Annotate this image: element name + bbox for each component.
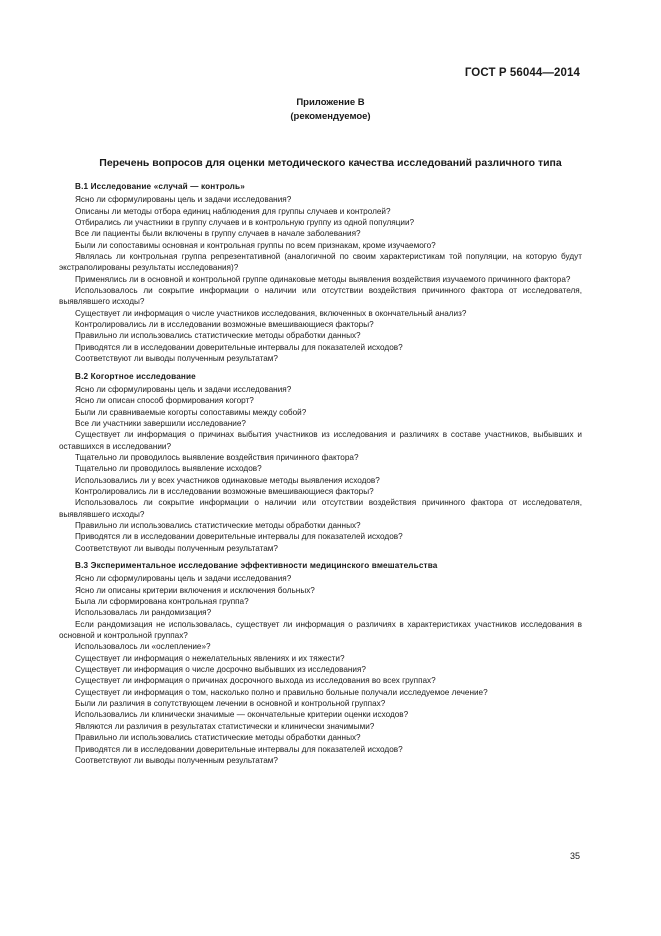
question-item: Ясно ли описан способ формирования когорт? xyxy=(75,396,254,406)
question-item: Применялись ли в основной и контрольной группе одинаковые методы выявления воздействия изучаемого причинного фактора? xyxy=(75,274,571,284)
question-item: Ясно ли сформулированы цель и задачи исследования? xyxy=(75,384,292,394)
question-item: Отбирались ли участники в группу случаев и в контрольную группу из одной популяции? xyxy=(75,218,415,228)
question-item: Использовалась ли рандомизация? xyxy=(75,608,212,618)
question-item: Соответствуют ли выводы полученным результатам? xyxy=(75,354,278,364)
section-title: В.3 Экспериментальное исследование эффективности медицинского вмешательства xyxy=(75,561,438,570)
question-item: Существует ли информация о причинах досрочного выхода из исследования во всех группах? xyxy=(75,676,436,686)
question-item: Использовалось ли «ослепление»? xyxy=(75,642,211,652)
question-item: Была ли сформирована контрольная группа? xyxy=(75,597,249,607)
question-item: Правильно ли использовались статистические методы обработки данных? xyxy=(75,733,361,743)
question-item: Существует ли информация о числе досрочно выбывших из исследования? xyxy=(75,665,366,675)
question-item: Ясно ли описаны критерии включения и исключения больных? xyxy=(75,585,315,595)
question-item: Существует ли информация о числе участников исследования, включенных в окончательный анализ? xyxy=(75,308,467,318)
question-item: Использовалось ли сокрытие информации о наличии или отсутствии воздействия причинного фактора от исследователя, выявлявшего исходы? xyxy=(59,498,582,519)
section-title: В.1 Исследование «случай — контроль» xyxy=(75,182,245,191)
question-item: Контролировались ли в исследовании возможные вмешивающиеся факторы? xyxy=(75,486,374,496)
question-item: Ясно ли сформулированы цель и задачи исследования? xyxy=(75,574,292,584)
appendix-label: Приложение В xyxy=(296,97,365,108)
question-item: Ясно ли сформулированы цель и задачи исследования? xyxy=(75,195,292,205)
question-item: Приводятся ли в исследовании доверительные интервалы для показателей исходов? xyxy=(75,744,403,754)
question-item: Использовалось ли сокрытие информации о наличии или отсутствии воздействия причинного фактора от исследователя, выявлявшего исходы? xyxy=(59,286,582,307)
question-item: Были ли различия в сопутствующем лечении в основной и контрольной группах? xyxy=(75,699,386,709)
page-number: 35 xyxy=(569,851,580,861)
appendix-status: (рекомендуемое) xyxy=(290,110,371,122)
question-item: Были ли сопоставимы основная и контрольная группы по всем признакам, кроме изучаемого? xyxy=(75,240,436,250)
question-item: Правильно ли использовались статистические методы обработки данных? xyxy=(75,520,361,530)
appendix-heading xyxy=(0,96,661,123)
section-2 xyxy=(59,371,582,555)
question-item: Все ли пациенты были включены в группу случаев в начале заболевания? xyxy=(75,229,361,239)
question-item: Приводятся ли в исследовании доверительные интервалы для показателей исходов? xyxy=(75,342,403,352)
section-title: В.2 Когортное исследование xyxy=(75,371,196,381)
question-item: Приводятся ли в исследовании доверительные интервалы для показателей исходов? xyxy=(75,532,403,542)
question-item: Контролировались ли в исследовании возможные вмешивающиеся факторы? xyxy=(75,320,374,330)
question-item: Являются ли различия в результатах статистически и клинически значимыми? xyxy=(75,721,375,731)
question-item: Существует ли информация о нежелательных явлениях и их тяжести? xyxy=(75,653,345,663)
question-item: Соответствуют ли выводы полученным результатам? xyxy=(75,543,278,553)
question-item: Являлась ли контрольная группа репрезентативной (аналогичной по своим характеристикам той популяции, на которую будут экстраполированы результаты исследования)? xyxy=(59,252,582,273)
question-item: Все ли участники завершили исследование? xyxy=(75,418,246,428)
standard-number: ГОСТ Р 56044—2014 xyxy=(464,67,580,79)
document-title: Перечень вопросов для оценки методического качества исследований различного типа xyxy=(99,157,562,169)
question-item: Использовались ли у всех участников одинаковые методы выявления исходов? xyxy=(75,475,380,485)
section-1 xyxy=(59,181,582,365)
question-item: Были ли сравниваемые когорты сопоставимы между собой? xyxy=(75,407,307,417)
question-item: Описаны ли методы отбора единиц наблюдения для группы случаев и контролей? xyxy=(75,206,391,216)
question-item: Тщательно ли проводилось выявление воздействия причинного фактора? xyxy=(75,452,359,462)
questions-list xyxy=(59,181,582,772)
question-item: Существует ли информация о причинах выбытия участников из исследования и различиях в составе участников, выбывших и оставшихся в исследовании? xyxy=(59,430,582,451)
question-item: Правильно ли использовались статистические методы обработки данных? xyxy=(75,331,361,341)
section-3 xyxy=(59,560,582,766)
question-item: Использовались ли клинически значимые — окончательные критерии оценки исходов? xyxy=(75,710,409,720)
question-item: Если рандомизация не использовалась, существует ли информация о различиях в характеристиках участников исследования в основной и контрольной группах? xyxy=(59,619,582,641)
question-item: Соответствуют ли выводы полученным результатам? xyxy=(75,755,278,765)
question-item: Существует ли информация о том, насколько полно и правильно больные получали исследуемое лечение? xyxy=(75,687,488,697)
question-item: Тщательно ли проводилось выявление исходов? xyxy=(75,464,262,474)
